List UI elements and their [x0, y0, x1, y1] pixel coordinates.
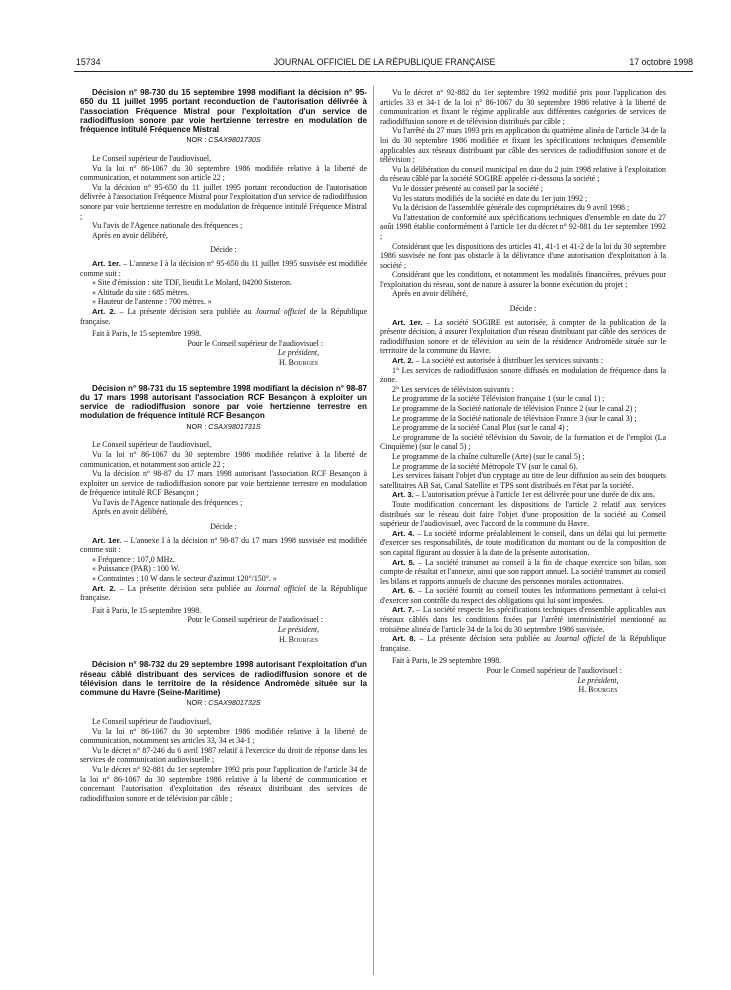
nor-label: NOR : — [186, 421, 207, 431]
nor-reference — [80, 135, 367, 145]
list-item: 2° Les services de télévision suivants : — [392, 384, 514, 394]
paragraph: Le Conseil supérieur de l'audiovisuel, — [92, 154, 212, 164]
paragraph: Toute modification concernant les dispositions de l'article 2 relatif aux services distribués sur le réseau doit faire l'objet d'une proposition de la société au Conseil supérieur de l'audiovisuel, avec l'accord de la commune du Havre. — [380, 499, 666, 529]
article-text: – La société SOGIRE est autorisée, à compter de la publication de la présente décision, à assurer l'exploitation d'un réseau distribuant par câble des services de radiodiffusion sonore et de télévision au sein de la résidence Andromède située sur le territoire de la commune du Havre. — [380, 317, 666, 356]
paragraph: Vu la loi n° 86-1067 du 30 septembre 1986 modifiée relative à la liberté de communication, et notamment son article 22 ; — [80, 449, 367, 469]
list-item: Le programme de la société Télévision française 1 (sur le canal 1) ; — [392, 394, 605, 404]
list-item: « Hauteur de l'antenne : 700 mètres. » — [92, 297, 212, 307]
article-text: – La société respecte les spécifications techniques d'ensemble applicables aux réseaux câblés dans les conditions fixées par l'arrêté interministériel mentionné au troisième alinéa de l'article 34 de la loi du 30 septembre 1986 susvisée. — [380, 605, 666, 634]
article-text: – La société fournit au conseil toutes les informations permettant à celui-ci d'exercer son contrôle du respect des obligations qui lui sont imposées. — [380, 586, 666, 605]
list-item: « Puissance (PAR) : 100 W. — [92, 564, 180, 574]
list-item: « Altitude du site : 685 mètres. — [92, 287, 190, 297]
article-text: – La société transmet au conseil à la fin de chaque exercice son bilan, son compte de résultat et l'annexe, ainsi que son rapport annuel. La société transmet au conseil les bilans et rapports annuels de chacune des personnes morales actionnaires. — [380, 557, 666, 586]
article-text: de la République française. — [80, 306, 367, 326]
nor-label: NOR : — [186, 135, 207, 145]
article-text: de la République française. — [80, 583, 367, 603]
article-label: Art. 1er. — [92, 535, 122, 545]
nor-reference — [80, 698, 367, 708]
journal-name: Journal officiel — [255, 583, 306, 593]
article-label: Art. 2. — [392, 356, 414, 366]
signature-line: Pour le Conseil supérieur de l'audiovisuel : — [187, 615, 323, 625]
decide-heading: Décide : — [210, 522, 237, 532]
article-text: de la République française. — [380, 634, 666, 653]
list-item: Le programme de la Société nationale de télévision France 2 (sur le canal 2) ; — [392, 404, 637, 413]
paragraph: Après en avoir délibéré, — [392, 289, 468, 299]
article — [380, 558, 666, 587]
decision-title: Décision n° 98-731 du 15 septembre 1998 modifiant la décision n° 98-87 du 17 mars 1998 autorisant l'association RCF Besançon à exploiter un service de radiodiffusion sonore par voie hertzienne terrestre en modulation de fréquence intitulé RCF Besançon — [80, 383, 367, 421]
article-text: – La présente décision sera publiée au — [119, 306, 256, 316]
decision-title: Décision n° 98-732 du 29 septembre 1998 autorisant l'exploitation d'un réseau câblé distribuant des services de radiodiffusion sonore et de télévision dans le territoire de la résidence Andromède située sur la commune du Havre (Seine-Maritime) — [80, 660, 367, 698]
list-item: Les services faisant l'objet d'un cryptage au titre de leur diffusion au sein des bouquets satellitaires AB Sat, Canal Satellite et TPS sont distribués en l'état par la société. — [380, 471, 666, 490]
list-item: « Fréquence : 107,0 MHz. — [92, 554, 175, 564]
article — [80, 307, 367, 326]
article-label: Art. 7. — [392, 605, 415, 615]
nor-label: NOR : — [186, 698, 207, 708]
paragraph: Vu l'attestation de conformité aux spécifications techniques d'ensemble en date du 27 août 1998 établie conformément à l'article 1er du décret n° 92-881 du 1er septembre 1992 ; — [380, 212, 666, 241]
article-label: Art. 3. — [392, 490, 414, 500]
decide-heading: Décide : — [509, 304, 537, 314]
paragraph: Le Conseil supérieur de l'audiovisuel, — [92, 440, 212, 450]
done-line: Fait à Paris, le 15 septembre 1998. — [92, 329, 202, 339]
list-item: Le programme de la société Métropole TV (sur le canal 6). — [392, 461, 578, 471]
article — [380, 529, 666, 558]
signature-title: Le président, — [577, 675, 619, 685]
page-header — [76, 57, 693, 71]
list-item: 1° Les services de radiodiffusion sonore diffusés en modulation de fréquence dans la zone. — [380, 365, 666, 385]
paragraph: Considérant que les dispositions des articles 41, 41-1 et 41-2 de la loi du 30 septembre 1986 susvisée ne font pas obstacle à la délivrance d'une autorisation d'exploitation à la société ; — [380, 241, 666, 270]
paragraph: Après en avoir délibéré, — [92, 507, 168, 517]
article-text: – La présente décision sera publiée au — [419, 634, 555, 644]
article-text: – L'annexe I à la décision n° 98-87 du 17 mars 1998 susvisée est modifiée comme suit : — [80, 535, 367, 555]
article-text: – L'autorisation prévue à l'article 1er est délivrée pour une durée de dix ans. — [415, 490, 655, 500]
list-item: Le programme de la société télévision du Savoir, de la formation et de l'emploi (La Cinquième) (sur le canal 5) ; — [380, 432, 666, 452]
page-number: 15734 — [76, 57, 101, 67]
nor-reference — [80, 422, 367, 432]
article-text: – L'annexe I à la décision n° 95-650 du 11 juillet 1995 susvisée est modifiée comme suit : — [80, 259, 367, 278]
article — [380, 318, 666, 356]
article-label: Art. 5. — [392, 557, 415, 567]
paragraph: Vu l'arrêté du 27 mars 1993 pris en application du quatrième alinéa de l'article 34 de la loi du 30 septembre 1986 modifiée et fixant les spécifications techniques d'ensemble applicables aux réseaux distribuant par câble des services de radiodiffusion sonore et de télévision ; — [380, 126, 666, 165]
paragraph: Vu la décision n° 98-87 du 17 mars 1998 autorisant l'association RCF Besançon à exploiter un service de radiodiffusion sonore par voie hertzienne terrestre en modulation de fréquence intitulé RCF Besançon ; — [80, 469, 367, 498]
list-item: Le programme de la chaîne culturelle (Arte) (sur le canal 5) ; — [392, 451, 585, 461]
paragraph: Vu les statuts modifiés de la société en date du 1er juin 1992 ; — [392, 193, 588, 203]
issue-date: 17 octobre 1998 — [629, 57, 693, 67]
paragraph: Le Conseil supérieur de l'audiovisuel, — [92, 716, 212, 726]
signature-name: H. Bourges — [279, 634, 318, 644]
signature-title: Le président, — [277, 348, 320, 358]
paragraph: Vu l'avis de l'Agence nationale des fréquences ; — [92, 497, 243, 507]
article-label: Art. 4. — [392, 528, 415, 538]
article — [380, 490, 666, 500]
journal-title: JOURNAL OFFICIEL DE LA RÉPUBLIQUE FRANÇAISE — [273, 57, 496, 67]
list-item: « Contraintes : 10 W dans le secteur d'azimut 120°/150°. » — [92, 574, 277, 584]
journal-name: Journal officiel — [255, 306, 306, 316]
paragraph: Vu la loi n° 86-1067 du 30 septembre 1986 modifiée relative à la liberté de communication, et notamment son article 22 ; — [80, 163, 367, 183]
decide-heading: Décide : — [210, 245, 237, 255]
decision-title: Décision n° 98-730 du 15 septembre 1998 modifiant la décision n° 95-650 du 11 juillet 1995 portant reconduction de l'autorisation délivrée à l'association Fréquence Mistral pour l'exploitation d'un service de radiodiffusion sonore par voie hertzienne terrestre en modulation de fréquence intitulé Fréquence Mistral — [80, 88, 367, 135]
signature-line: Pour le Conseil supérieur de l'audiovisuel : — [486, 666, 622, 676]
list-item: « Site d'émission : site TDF, lieudit Le Molard, 04200 Sisteron. — [92, 278, 292, 288]
paragraph: Vu le décret n° 92-881 du 1er septembre 1992 pris pour l'application de l'article 34 de la loi n° 86-1067 du 30 septembre 1986 relative à la liberté de communication et concernant l'autorisation d'exploitation des réseaux distribuant des services de radiodiffusion sonore et de télévision par câble ; — [80, 764, 367, 803]
done-line: Fait à Paris, le 15 septembre 1998. — [92, 605, 202, 615]
paragraph: Vu la décision de l'assemblée générale des copropriétaires du 9 avril 1998 ; — [392, 203, 630, 213]
column-separator — [373, 86, 374, 975]
paragraph: Vu la délibération du conseil municipal en date du 2 juin 1998 relative à l'exploitation du réseau câblé par la société SOGIRE appelée ci-dessous la société ; — [380, 164, 666, 184]
left-column — [80, 88, 367, 803]
nor-code: CSAX9801731S — [208, 421, 261, 431]
article — [80, 259, 367, 278]
article — [380, 356, 666, 366]
paragraph: Vu la décision n° 95-650 du 11 juillet 1995 portant reconduction de l'autorisation délivrée à l'association Fréquence Mistral pour l'exploitation d'un service de radiodiffusion sonore par voie hertzienne terrestre en modulation de fréquence intitulé Fréquence Mistral ; — [80, 182, 367, 221]
journal-name: Journal officiel — [554, 634, 605, 644]
signature-name: H. Bourges — [279, 357, 318, 367]
article-label: Art. 2. — [92, 306, 116, 316]
paragraph: Considérant que les conditions, et notamment les modalités financières, prévues pour l'exploitation du réseau, sont de nature à assurer la bonne exécution du projet ; — [380, 270, 666, 289]
article-text: – La société informe préalablement le conseil, dans un délai qui lui permette d'exercer ses responsabilités, de toute modification du montant ou de la composition de son capital figurant au dossier à la date de la présente autorisation. — [380, 528, 666, 557]
header-rule — [74, 71, 693, 72]
article — [380, 605, 666, 634]
done-line: Fait à Paris, le 29 septembre 1998. — [392, 656, 502, 666]
article — [80, 536, 367, 555]
signature-title: Le président, — [277, 625, 320, 635]
right-column — [380, 88, 666, 695]
paragraph: Vu le dossier présenté au conseil par la société ; — [392, 183, 543, 193]
list-item: Le programme de la Société nationale de télévision France 3 (sur le canal 3) ; — [392, 413, 637, 423]
list-item: Le programme de la société Canal Plus (sur le canal 4) ; — [392, 423, 569, 433]
nor-code: CSAX9801730S — [208, 135, 261, 145]
nor-code: CSAX9801732S — [208, 698, 261, 708]
article-label: Art. 2. — [92, 583, 116, 593]
article-text: – La présente décision sera publiée au — [119, 583, 256, 593]
paragraph: Vu l'avis de l'Agence nationale des fréquences ; — [92, 221, 243, 231]
signature-line: Pour le Conseil supérieur de l'audiovisuel : — [187, 338, 323, 348]
article-text: – La société est autorisée à distribuer les services suivants : — [415, 356, 603, 366]
paragraph: Après en avoir délibéré, — [92, 230, 168, 240]
article — [80, 584, 367, 603]
article — [380, 586, 666, 605]
paragraph: Vu le décret n° 92-882 du 1er septembre 1992 modifié pris pour l'application des articles 33 et 34-1 de la loi n° 86-1067 du 30 septembre 1986 relative à la liberté de communication et fixant le régime applicable aux différentes catégories de services de radiodiffusion sonore et de télévision distribués par câble ; — [380, 88, 666, 126]
article-label: Art. 8. — [392, 634, 416, 644]
signature-name: H. Bourges — [578, 685, 618, 695]
article — [380, 634, 666, 653]
article-label: Art. 6. — [392, 586, 415, 596]
paragraph: Vu la loi n° 86-1067 du 30 septembre 1986 modifiée relative à la liberté de communication, notamment ses articles 33, 34 et 34-1 ; — [80, 726, 367, 746]
article-label: Art. 1er. — [92, 259, 121, 269]
paragraph: Vu le décret n° 87-246 du 6 avril 1987 relatif à l'exercice du droit de réponse dans les services de communication audiovisuelle ; — [80, 745, 367, 765]
article-label: Art. 1er. — [392, 317, 423, 327]
